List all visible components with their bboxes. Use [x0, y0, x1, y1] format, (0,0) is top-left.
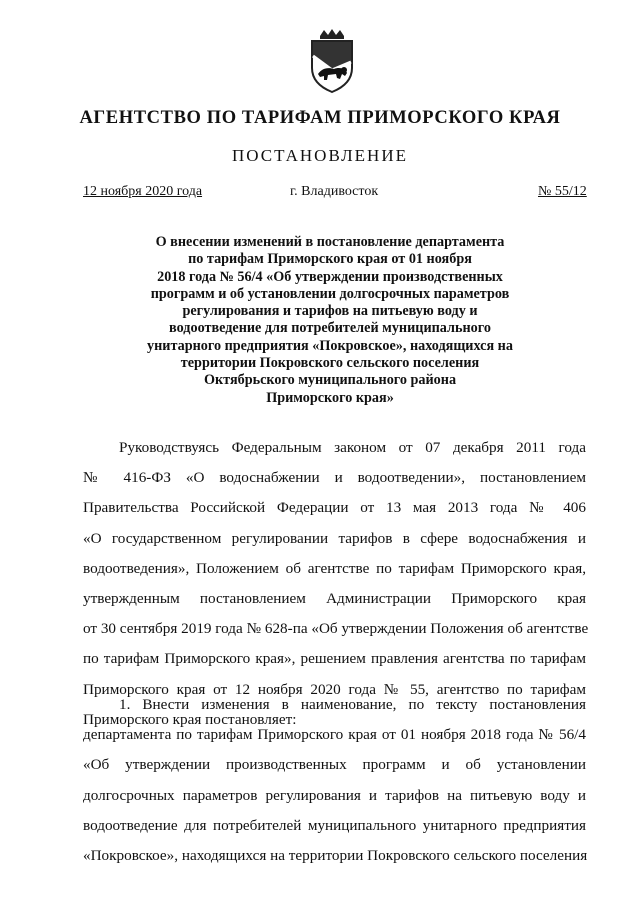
body-line: утвержденным постановлением Администрации Приморского края — [83, 589, 586, 607]
subject-line: программ и об установлении долгосрочных параметров — [150, 285, 510, 302]
body-line: Приморского края от 12 ноября 2020 года № 55, агентство по тарифам — [83, 680, 586, 698]
body-line: департамента по тарифам Приморского края от 01 ноября 2018 года № 56/4 — [83, 726, 586, 744]
document-subject — [110, 234, 550, 407]
coat-of-arms-icon — [298, 26, 366, 94]
document-date: 12 ноября 2020 года — [83, 184, 203, 199]
document-type: ПОСТАНОВЛЕНИЕ — [231, 146, 408, 165]
subject-line: Приморского края» — [266, 389, 394, 406]
subject-line: территории Покровского сельского поселения — [180, 355, 480, 372]
body-line: по тарифам Приморского края», решением правления агентства по тарифам — [83, 650, 586, 668]
body-line: долгосрочных параметров регулирования и тарифов на питьевую воду и — [83, 786, 586, 804]
body-line: «О государственном регулировании тарифов в сфере водоснабжения и — [83, 529, 586, 547]
subject-line: водоотведение для потребителей муниципального — [169, 320, 491, 337]
subject-line: унитарного предприятия «Покровское», находящихся на — [147, 337, 513, 354]
subject-line: по тарифам Приморского края от 01 ноября — [188, 251, 472, 268]
subject-line: О внесении изменений в постановление департамента — [155, 234, 505, 250]
subject-line: Октябрьского муниципального района — [203, 372, 457, 389]
body-paragraph-item-1 — [83, 690, 586, 871]
document-city: г. Владивосток — [290, 184, 379, 199]
document-number: № 55/12 — [538, 184, 587, 199]
subject-line: регулирования и тарифов на питьевую воду и — [182, 303, 478, 320]
body-line: «Покровское», находящихся на территории Покровского сельского поселения — [83, 846, 588, 864]
body-line: Приморского края постановляет: — [83, 710, 297, 728]
body-line: водоотведение для потребителей муниципального унитарного предприятия — [83, 816, 586, 834]
body-line: Правительства Российской Федерации от 13 мая 2013 года № 406 — [83, 499, 586, 517]
body-line: «Об утверждении производственных программ и об установлении — [83, 756, 586, 774]
body-line: Руководствуясь Федеральным законом от 07 декабря 2011 года — [119, 439, 586, 456]
subject-line: 2018 года № 56/4 «Об утверждении производственных — [157, 268, 503, 285]
body-line: от 30 сентября 2019 года № 628-па «Об утверждении Положения об агентстве — [83, 620, 589, 638]
body-line: 1. Внести изменения в наименование, по тексту постановления — [119, 696, 586, 713]
body-line: № 416-ФЗ «О водоснабжении и водоотведении», постановлением — [83, 469, 586, 487]
agency-title: АГЕНТСТВО ПО ТАРИФАМ ПРИМОРСКОГО КРАЯ — [79, 108, 561, 128]
body-line: водоотведения», Положением об агентстве по тарифам Приморского края, — [83, 559, 586, 577]
